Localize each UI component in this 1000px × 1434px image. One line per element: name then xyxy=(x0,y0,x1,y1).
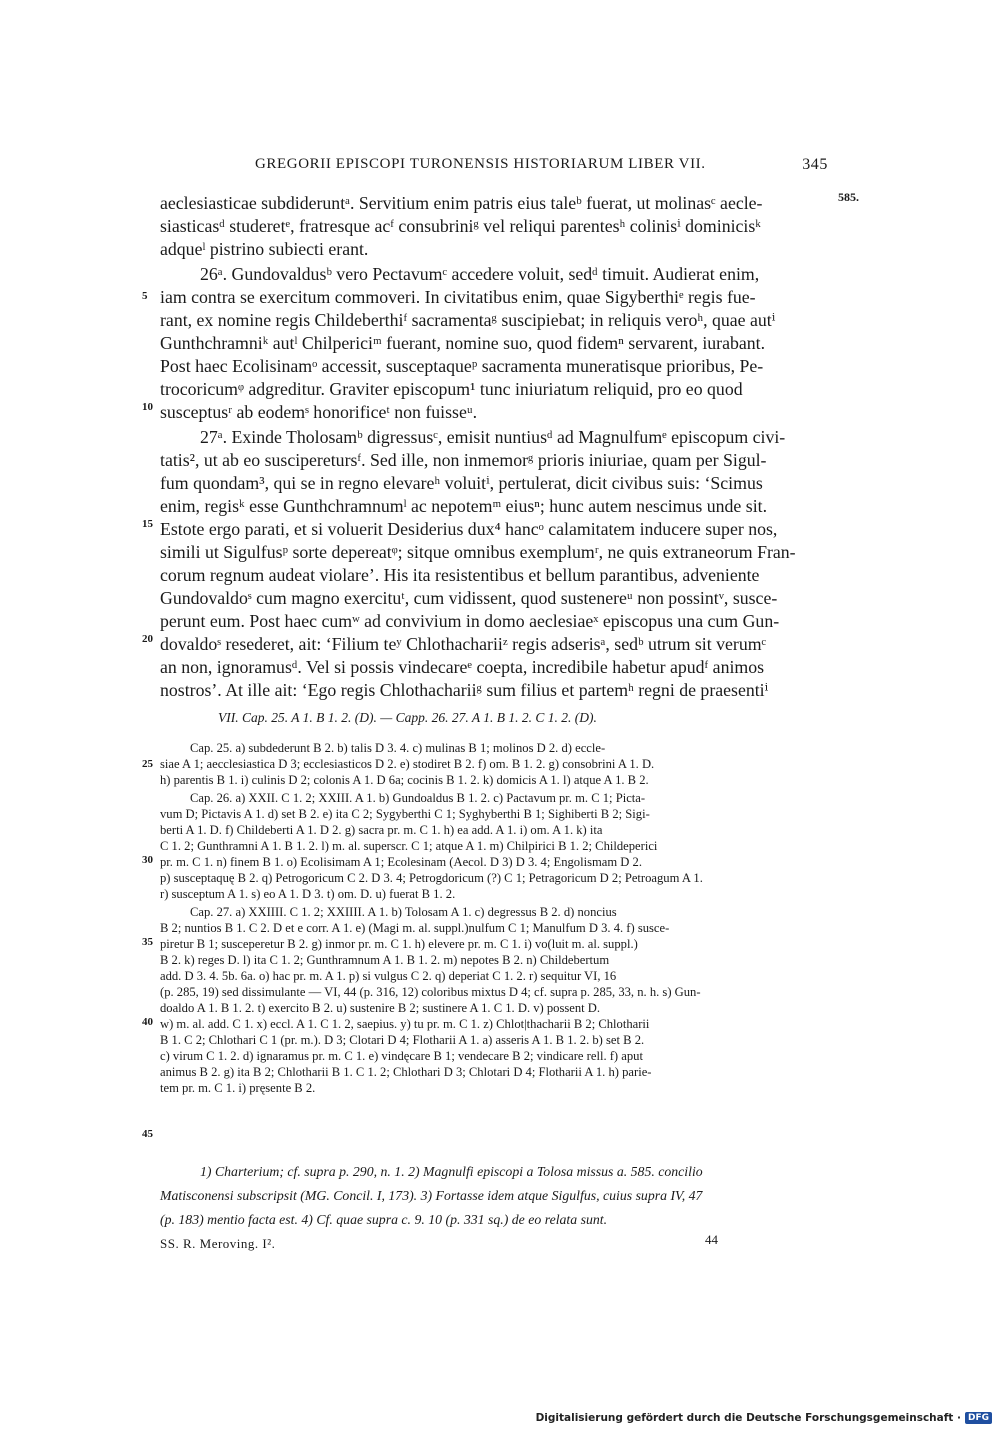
dfg-logo-icon: DFG xyxy=(965,1412,992,1424)
apparatus-line: r) susceptum A 1. s) eo A 1. D 3. t) om. D. u) fuerat B 1. 2. xyxy=(160,887,456,901)
line-number: 40 xyxy=(142,1016,153,1028)
apparatus-line: siae A 1; aecclesiastica D 3; ecclesiasticos D 2. e) stodiret B 2. f) om. B 1. 2. g) consobrini A 1. D. xyxy=(160,757,655,771)
apparatus-line: p) susceptaquę B 2. q) Petrogoricum C 2. D 3. 4; Petrogdoricum (?) C 1; Petragoricum D 2; Petroagum A 1. xyxy=(160,871,703,885)
apparatus-line: piretur B 1; susceperetur B 2. g) inmor pr. m. C 1. h) elevere pr. m. C 1. i) vo(luit m. al. suppl.) xyxy=(160,937,638,951)
main-text-line: dovaldoˢ resederet, ait: ‘Filium teʸ Chlothachariiᶻ regis adserisᵃ, sedᵇ utrum sit verumᶜ xyxy=(160,634,767,654)
line-number: 30 xyxy=(142,854,153,866)
main-text-line: corum regnum audeat violare’. His ita resistentibus et bellum parantibus, adveniente xyxy=(160,565,760,585)
apparatus-line: B 2; nuntios B 1. C 2. D et e corr. A 1. e) (Magi m. al. suppl.)nulfum C 1; Manulfum D 3. 4. f) susce- xyxy=(160,921,670,935)
apparatus-line: tem pr. m. C 1. i) pręsente B 2. xyxy=(160,1081,316,1095)
capitula-sources: VII. Cap. 25. A 1. B 1. 2. (D). — Capp. 26. 27. A 1. B 1. 2. C 1. 2. (D). xyxy=(218,710,597,725)
digitization-credit xyxy=(536,1412,992,1424)
margin-year: 585. xyxy=(838,190,859,204)
apparatus-line: Cap. 27. a) XXIIII. C 1. 2; XXIIII. A 1. b) Tolosam A 1. c) degressus B 2. d) noncius xyxy=(190,905,617,919)
footnote-line: (p. 183) mentio facta est. 4) Cf. quae supra c. 9. 10 (p. 331 sq.) de eo relata sunt. xyxy=(160,1212,608,1227)
line-number: 25 xyxy=(142,758,153,770)
apparatus-line: animus B 2. g) ita B 2; Chlotharii B 1. C 1. 2; Chlothari D 3; Chlotari D 4; Flotharii A 1. h) parie- xyxy=(160,1065,652,1079)
apparatus-line: vum D; Pictavis A 1. d) set B 2. e) ita C 2; Sygyberthi C 1; Syghyberthi B 1; Sighiberti B 2; Sigi- xyxy=(160,807,650,821)
running-title: GREGORII EPISCOPI TURONENSIS HISTORIARUM LIBER VII. xyxy=(255,156,706,172)
line-number: 5 xyxy=(142,290,148,302)
main-text-line: Estote ergo parati, et si voluerit Desiderius dux⁴ hancᵒ calamitatem inducere super nos, xyxy=(160,519,778,539)
main-text-line: 27ᵃ. Exinde Tholosamᵇ digressusᶜ, emisit nuntiusᵈ ad Magnulfumᵉ episcopum civi- xyxy=(200,427,786,447)
main-text-line: 26ᵃ. Gundovaldusᵇ vero Pectavumᶜ accedere voluit, sedᵈ timuit. Audierat enim, xyxy=(200,264,760,284)
apparatus-line: B 1. C 2; Chlothari C 1 (pr. m.). D 3; Clotari D 4; Flotharii A 1. a) asseris A 1. B 1. 2. b) set B 2. xyxy=(160,1033,645,1047)
main-text-line: an non, ignoramusᵈ. Vel si possis vindecareᵉ coepta, incredibile habetur apudᶠ animos xyxy=(160,657,765,677)
main-text-line: aeclesiasticae subdideruntᵃ. Servitium enim patris eius taleᵇ fuerat, ut molinasᶜ aecle- xyxy=(160,193,763,213)
apparatus-line: (p. 285, 19) sed dissimulante — VI, 44 (p. 316, 12) coloribus mixtus D 4; cf. supra p. 285, 33, n. h. s) Gun- xyxy=(160,985,701,999)
line-number: 20 xyxy=(142,633,153,645)
main-text-line: fum quondam³, qui se in regno elevareʰ voluitⁱ, pertulerat, dicit civibus suis: ‘Scimus xyxy=(160,473,763,493)
signature-number: 44 xyxy=(705,1232,718,1247)
main-text-line: Gunthchramniᵏ autˡ Chilpericiᵐ fuerant, nomine suo, quod fidemⁿ servarent, iurabant. xyxy=(160,333,766,353)
line-number: 45 xyxy=(142,1128,153,1140)
main-text-line: nostros’. At ille ait: ‘Ego regis Chlothachariiᵍ sum filius et partemʰ regni de praesentiⁱ xyxy=(160,680,769,700)
main-text-line: rant, ex nomine regis Childeberthiᶠ sacramentaᵍ suscipiebat; in reliquis veroʰ, quae autⁱ xyxy=(160,310,776,330)
running-header xyxy=(160,156,828,178)
credit-text: Digitalisierung gefördert durch die Deutsche Forschungsgemeinschaft · xyxy=(535,1412,961,1424)
footnote-line: 1) Charterium; cf. supra p. 290, n. 1. 2) Magnulfi episcopi a Tolosa missus a. 585. concilio xyxy=(200,1164,703,1179)
page-number: 345 xyxy=(802,156,828,173)
main-text-line: Gundovaldoˢ cum magno exercituᵗ, cum vidissent, quod sustenereᵘ non possintᵛ, susce- xyxy=(160,588,778,608)
apparatus-line: berti A 1. D. f) Childeberti A 1. D 2. g) sacra pr. m. C 1. h) ea add. A 1. i) om. A 1. k) ita xyxy=(160,823,603,837)
apparatus-line: w) m. al. add. C 1. x) eccl. A 1. C 1. 2, saepius. y) tu pr. m. C 1. z) Chlot|thacharii B 2; Chlotharii xyxy=(160,1017,650,1031)
main-text-line: adqueˡ pistrino subiecti erant. xyxy=(160,239,369,259)
apparatus-line: c) virum C 1. 2. d) ignaramus pr. m. C 1. e) vindęcare B 1; vendecare B 2; vindicare rell. f) aput xyxy=(160,1049,643,1063)
apparatus-line: pr. m. C 1. n) finem B 1. o) Ecolisimam A 1; Ecolesinam (Aecol. D 3) D 3. 4; Engolismam D 2. xyxy=(160,855,642,869)
main-text-line: tatis², ut ab eo susciperetursᶠ. Sed ille, non inmemorᵍ prioris iniuriae, quam per Sigul- xyxy=(160,450,767,470)
main-text-line: perunt eum. Post haec cumʷ ad convivium in domo aeclesiaeˣ episcopus una cum Gun- xyxy=(160,611,780,631)
line-number: 35 xyxy=(142,936,153,948)
apparatus-line: Cap. 25. a) subdederunt B 2. b) talis D 3. 4. c) mulinas B 1; molinos D 2. d) eccle- xyxy=(190,741,606,755)
apparatus-line: Cap. 26. a) XXII. C 1. 2; XXIII. A 1. b) Gundoaldus B 1. 2. c) Pactavum pr. m. C 1; Picta- xyxy=(190,791,646,805)
main-text-line: simili ut Sigulfusᵖ sorte depereatᵠ; sitque omnibus exemplumʳ, ne quis extraneorum Fran- xyxy=(160,542,796,562)
line-number: 10 xyxy=(142,401,153,413)
main-text-line: trocoricumᵠ adgreditur. Graviter episcopum¹ tunc iniuriatum reliquid, pro eo quod xyxy=(160,379,743,399)
apparatus-line: h) parentis B 1. i) culinis D 2; colonis A 1. D 6a; cocinis B 1. 2. k) domicis A 1. l) atque A 1. B 2. xyxy=(160,773,649,787)
main-text-line: enim, regisᵏ esse Gunthchramnumˡ ac nepotemᵐ eiusⁿ; hunc autem nescimus unde sit. xyxy=(160,496,768,516)
footnote-line: Matisconensi subscripsit (MG. Concil. I, 173). 3) Fortasse idem atque Sigulfus, cuius supra IV, 47 xyxy=(160,1188,703,1203)
line-number: 15 xyxy=(142,518,153,530)
apparatus-line: C 1. 2; Gunthramni A 1. B 1. 2. l) m. al. superscr. C 1; atque A 1. m) Chilpirici B 1. 2; Childeperici xyxy=(160,839,658,853)
apparatus-line: add. D 3. 4. 5b. 6a. o) hac pr. m. A 1. p) si vulgus C 2. q) deperiat C 1. 2. r) sequitur VI, 16 xyxy=(160,969,617,983)
apparatus-line: doaldo A 1. B 1. 2. t) exercito B 2. u) sustenire B 2; sustinere A 1. C 1. D. v) possent D. xyxy=(160,1001,601,1015)
apparatus-line: B 2. k) reges D. l) ita C 1. 2; Gunthramnum A 1. B 1. 2. m) nepotes B 2. n) Childebertum xyxy=(160,953,610,967)
main-text-line: susceptusʳ ab eodemˢ honorificeᵗ non fuisseᵘ. xyxy=(160,402,478,422)
signature-mark: SS. R. Meroving. I². xyxy=(160,1236,276,1251)
main-text-line: iam contra se exercitum commoveri. In civitatibus enim, quae Sigyberthiᵉ regis fue- xyxy=(160,287,756,307)
main-text-line: siasticasᵈ studeretᵉ, fratresque acᶠ consubriniᵍ vel reliqui parentesʰ colinisⁱ dominicisᵏ xyxy=(160,216,761,236)
main-text-line: Post haec Ecolisinamᵒ accessit, susceptaqueᵖ sacramenta muneratisque prioribus, Pe- xyxy=(160,356,764,376)
